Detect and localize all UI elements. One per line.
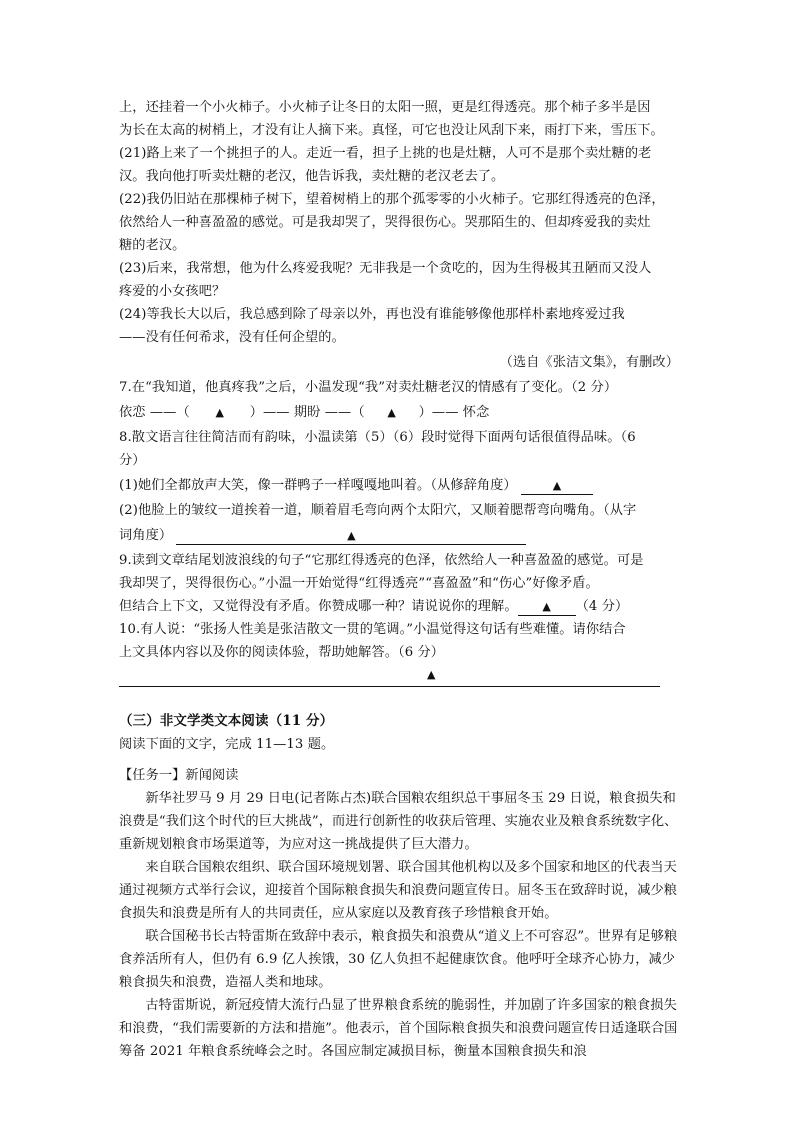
answer-blank-2[interactable] <box>365 401 419 424</box>
source-citation: （选自《张洁文集》，有删改） <box>499 355 679 370</box>
item-1-text: (1)她们全都放声大笑，像一群鸭子一样嘎嘎地叫着。（从修辞角度） <box>119 478 517 493</box>
story-line: 依然给人一种喜盈盈的感觉。可是我却哭了，哭得很伤心。哭那陌生的、但却疼爱我的卖灶 <box>119 215 651 230</box>
story-line: (23)后来，我常想，他为什么疼爱我呢？无非我是一个贪吃的，因为生得极其丑陋而又没人 <box>119 261 652 276</box>
news-paragraph: 古特雷斯说，新冠疫情大流行凸显了世界粮食系统的脆弱性，并加剧了许多国家的粮食损失和浪费，“我们需要新的方法和措施”。他表示，首个国际粮食损失和浪费问题宣传日适逢联合国筹备 2021 年粮食系统峰会之时。各国应制定减损目标，衡量本国粮食损失和浪 <box>119 998 678 1059</box>
answer-blank-1[interactable] <box>190 401 250 424</box>
question-7-text: 7.在“我知道，他真疼我”之后，小温发现“我”对卖灶糖老汉的情感有了变化。（2 分） <box>119 380 618 395</box>
answer-marker: ▲ <box>542 600 551 613</box>
question-8-text: 8.散文语言往往简洁而有韵味，小温读第（5）（6）段时觉得下面两句话很值得品味。（6 <box>119 430 636 445</box>
story-line: ——没有任何希求，没有任何企望的。 <box>119 330 345 345</box>
question-10-line: 上文具体内容以及你的阅读体验，帮助她解答。（6 分） <box>119 645 445 660</box>
question-8-item-2: (2)他脸上的皱纹一道挨着一道，顺着眉毛弯向两个太阳穴，又顺着腮帮弯向嘴角。（从字 <box>119 503 637 518</box>
question-7-chain <box>119 401 679 424</box>
story-line: 上，还挂着一个小火柿子。小火柿子让冬日的太阳一照，更是红得透亮。那个柿子多半是因 <box>119 100 651 115</box>
answer-marker: ▲ <box>215 406 225 419</box>
answer-marker: ▲ <box>387 406 396 419</box>
story-line: (22)我仍旧站在那棵柿子树下，望着树梢上的那个孤零零的小火柿子。它那红得透亮的色泽， <box>119 192 665 207</box>
news-paragraph: 来自联合国粮农组织、联合国环境规划署、联合国其他机构以及多个国家和地区的代表当天通过视频方式举行会议，迎接首个国际粮食损失和浪费问题宣传日。屈冬玉在致辞时说，减少粮食损失和浪费是所有人的共同责任，应从家庭以及教育孩子珍惜粮食开始。 <box>119 860 678 921</box>
answer-blank[interactable] <box>518 599 576 616</box>
story-line: 为长在太高的树梢上，才没有让人摘下来。真怪，可它也没让风刮下来，雨打下来，雪压下。 <box>119 123 664 138</box>
question-8-text-cont: 分） <box>119 453 146 468</box>
exam-page <box>119 96 679 1063</box>
news-paragraph: 联合国秘书长古特雷斯在致辞中表示，粮食损失和浪费从“道义上不可容忍”。世界有足够粮食养活所有人，但仍有 6.9 亿人挨饿，30 亿人负担不起健康饮食。他呼吁全球齐心协力，减少粮食损失和浪费，造福人类和地球。 <box>119 929 678 990</box>
question-10 <box>119 618 679 687</box>
task-heading: 【任务一】新闻阅读 <box>119 768 239 783</box>
story-line: 糖的老汉。 <box>119 238 186 253</box>
answer-marker: ▲ <box>552 479 562 492</box>
question-10-line: 10.有人说：“张扬人性美是张洁散文一贯的笔调。”小温觉得这句话有些难懂。请你结合 <box>119 622 626 637</box>
section-3 <box>119 709 679 1063</box>
question-8 <box>119 426 679 547</box>
question-9 <box>119 549 679 618</box>
news-paragraph: 新华社罗马 9 月 29 日电(记者陈占杰)联合国粮农组织总干事屈冬玉 29 日说，粮食损失和浪费是“我们这个时代的巨大挑战”，而进行创新性的收获后管理、实施农业及粮食系统数字化、重新规划粮食市场渠道等，为应对这一挑战提供了巨大潜力。 <box>119 791 678 852</box>
story-line: 汉。我向他打听卖灶糖的老汉，他告诉我，卖灶糖的老汉老去了。 <box>119 169 505 184</box>
item-2-text: 词角度） <box>119 528 173 543</box>
chain-mid: ）—— 期盼 ——（ <box>249 405 365 420</box>
story-line: (24)等我长大以后，我总感到除了母亲以外，再也没有谁能够像他那样朴素地疼爱过我 <box>119 307 625 322</box>
chain-end: ）—— 怀念 <box>418 405 490 420</box>
story-excerpt <box>119 96 679 374</box>
section-title: （三）非文学类文本阅读（11 分） <box>119 713 334 729</box>
answer-blank[interactable] <box>521 478 593 495</box>
story-line: 疼爱的小女孩吧？ <box>119 284 226 299</box>
section-instruction: 阅读下面的文字，完成 11—13 题。 <box>119 737 335 752</box>
question-9-line: 我却哭了，哭得很伤心。”小温一开始觉得“红得透亮”“喜盈盈”和“伤心”好像矛盾。 <box>119 576 599 591</box>
question-9-text: 但结合上下文，又觉得没有矛盾。你赞成哪一种？请说说你的理解。 <box>119 599 518 614</box>
question-9-line: 9.读到文章结尾划波浪线的句子“它那红得透亮的色泽，依然给人一种喜盈盈的感觉。可是 <box>119 553 644 568</box>
question-8-item-1 <box>119 474 679 497</box>
answer-blank[interactable] <box>176 528 526 545</box>
chain-start: 依恋 ——（ <box>119 405 190 420</box>
answer-line[interactable] <box>119 666 660 687</box>
question-9-line <box>119 595 679 618</box>
story-line: (21)路上来了一个挑担子的人。走近一看，担子上挑的也是灶糖，人可不是那个卖灶糖的老 <box>119 146 652 161</box>
answer-marker: ▲ <box>427 668 436 681</box>
points: （4 分） <box>575 599 629 614</box>
question-8-item-2-cont <box>119 524 679 547</box>
question-7 <box>119 376 679 424</box>
answer-marker: ▲ <box>347 529 356 542</box>
